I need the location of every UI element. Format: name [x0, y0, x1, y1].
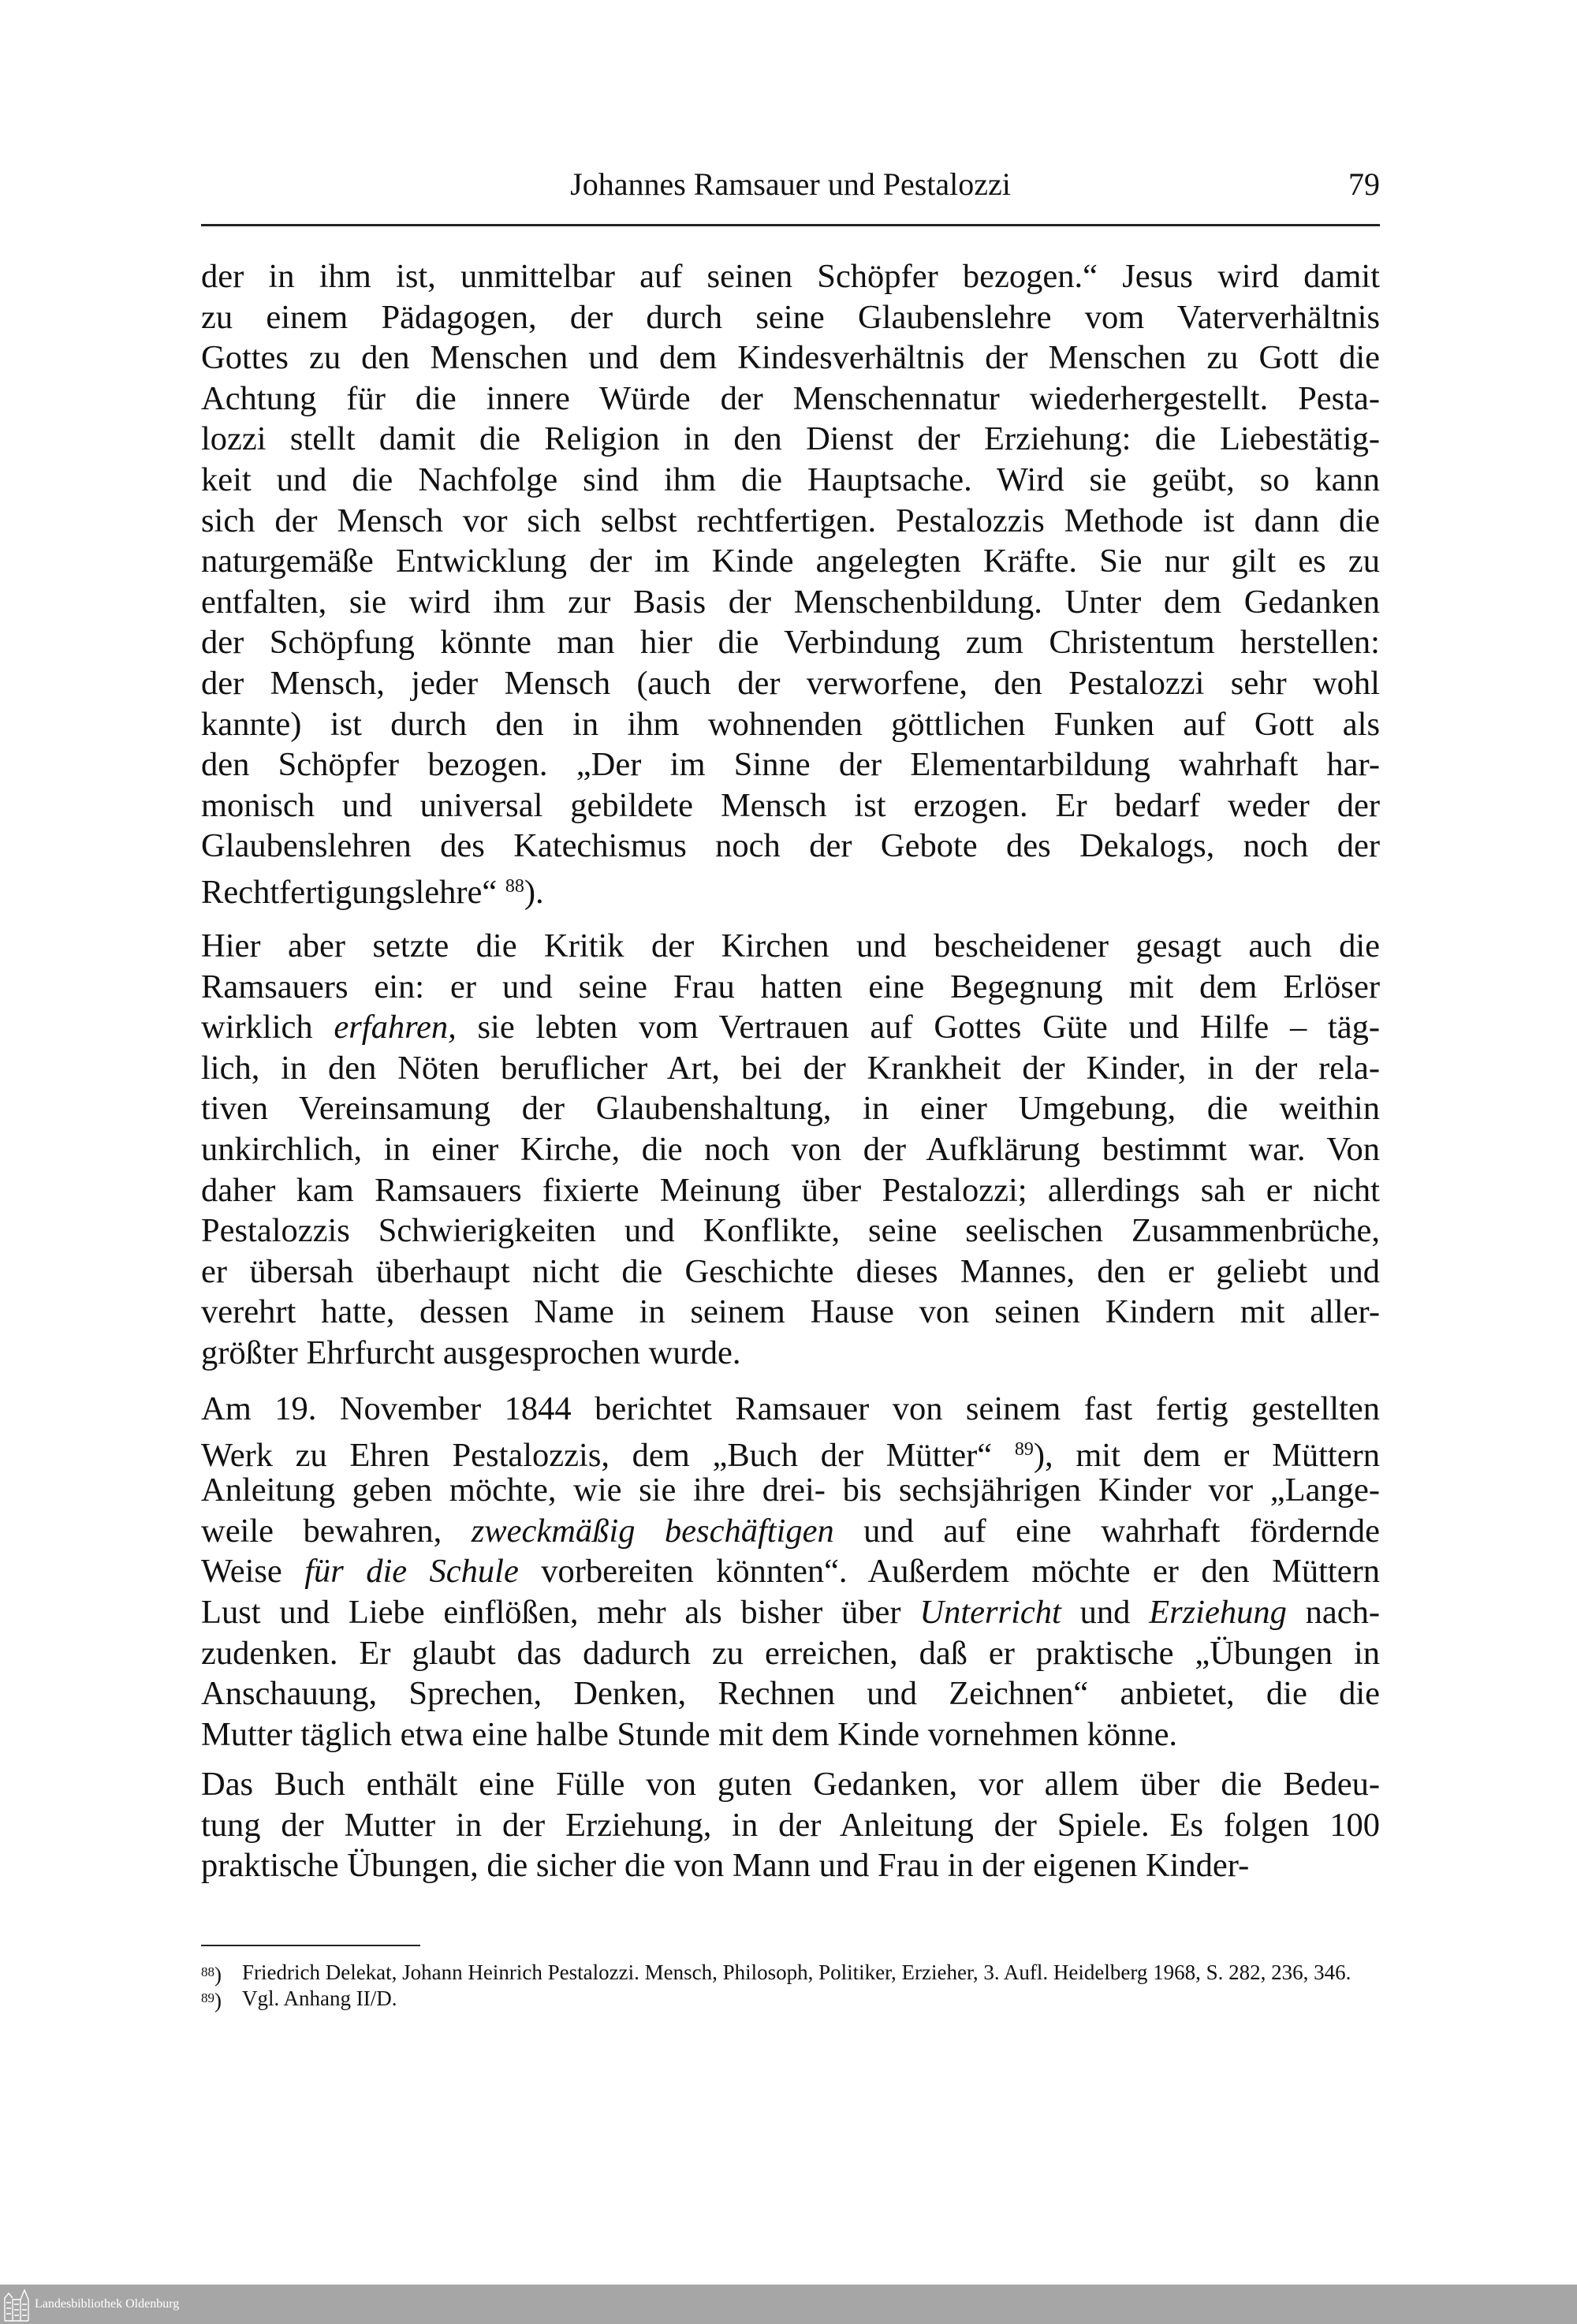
text-line — [201, 1633, 1380, 1674]
footnote-reference: 88 — [505, 875, 524, 897]
text-segment: monisch und universal gebildete Mensch ist erzogen. Er bedarf weder der — [201, 786, 1380, 824]
text-line — [201, 1048, 1380, 1089]
text-line — [201, 1210, 1380, 1252]
text-line — [201, 1389, 1380, 1430]
text-segment: ), mit dem er Müttern — [1033, 1436, 1380, 1474]
text-segment: der Schöpfung könnte man hier die Verbindung zum Christentum herstellen: — [201, 624, 1380, 662]
text-segment: tung der Mutter in der Erziehung, in der Anleitung der Spiele. Es folgen 100 — [201, 1806, 1380, 1844]
emphasized-text: zweckmäßig beschäftigen — [471, 1512, 834, 1550]
footnote-number: 89 — [201, 1990, 214, 2005]
text-line — [201, 297, 1380, 338]
running-title: Johannes Ramsauer und Pestalozzi — [570, 166, 1011, 202]
text-line — [201, 826, 1380, 867]
text-segment: Pestalozzis Schwierigkeiten und Konflikte, seine seelischen Zusammenbrüche, — [201, 1212, 1380, 1250]
text-line — [201, 1592, 1380, 1633]
text-segment: lozzi stellt damit die Religion in den Dienst der Erziehung: die Liebestätig- — [201, 420, 1380, 458]
footnote-rule — [201, 1945, 420, 1946]
text-line — [201, 379, 1380, 420]
library-footer-bar — [0, 2285, 1577, 2324]
text-line — [201, 1088, 1380, 1129]
text-line — [201, 1673, 1380, 1714]
text-segment: Gottes zu den Menschen und dem Kindesverhältnis der Menschen zu Gott die — [201, 339, 1380, 377]
text-segment: und — [1061, 1593, 1150, 1631]
footnote: $^{89}$) Vgl. Anhang II/D. — [201, 1986, 1380, 2013]
text-line — [201, 1805, 1380, 1846]
footnote-text: Vgl. Anhang II/D. — [242, 1986, 397, 2010]
text-line — [201, 1714, 1380, 1755]
text-segment: nach- — [1286, 1593, 1381, 1631]
text-line — [201, 622, 1380, 663]
text-line — [201, 785, 1380, 826]
text-segment: tiven Vereinsamung der Glaubenshaltung, in einer Umgebung, die weithin — [201, 1090, 1380, 1128]
text-segment: Anschauung, Sprechen, Denken, Rechnen und Zeichnen“ anbietet, die die — [201, 1675, 1380, 1713]
footnote-text: Friedrich Delekat, Johann Heinrich Pestalozzi. Mensch, Philosoph, Politiker, Erzieher, 3. Aufl. Heidelberg 1968, S. 282, 236, 346. — [242, 1960, 1351, 1984]
text-line — [201, 967, 1380, 1008]
text-segment: wirklich — [201, 1009, 334, 1046]
paragraph — [201, 1764, 1380, 1886]
text-line — [201, 1551, 1380, 1592]
text-segment: sie lebten vom Vertrauen auf Gottes Güte und Hilfe – täg- — [456, 1009, 1380, 1046]
library-name: Landesbibliothek Oldenburg — [35, 2297, 180, 2311]
running-header — [201, 166, 1380, 205]
text-segment: naturgemäße Entwicklung der im Kinde angelegten Kräfte. Sie nur gilt es zu — [201, 543, 1380, 580]
footnotes — [201, 1960, 1380, 2013]
text-segment: Rechtfertigungslehre“ — [201, 873, 505, 911]
text-line — [201, 1007, 1380, 1048]
emphasized-text: erfahren, — [334, 1009, 457, 1046]
text-segment: daher kam Ramsauers fixierte Meinung über Pestalozzi; allerdings sah er nicht — [201, 1171, 1380, 1209]
text-segment: Anleitung geben möchte, wie sie ihre drei- bis sechsjährigen Kinder vor „Lange- — [201, 1472, 1380, 1509]
text-line — [201, 419, 1380, 460]
footnote-number: 88 — [201, 1964, 214, 1979]
header-rule — [201, 224, 1380, 226]
text-segment: Glaubenslehren des Katechismus noch der Gebote des Dekalogs, noch der — [201, 827, 1380, 865]
text-line — [201, 1430, 1380, 1474]
text-segment: Am 19. November 1844 berichtet Ramsauer von seinem fast fertig gestellten — [201, 1390, 1380, 1427]
paragraph — [201, 256, 1380, 911]
text-line — [201, 1292, 1380, 1333]
text-line — [201, 460, 1380, 501]
text-segment: Lust und Liebe einflößen, mehr als bisher über — [201, 1593, 920, 1631]
text-line — [201, 1170, 1380, 1211]
text-line — [201, 1470, 1380, 1511]
text-segment: Hier aber setzte die Kritik der Kirchen und bescheidener gesagt auch die — [201, 927, 1380, 964]
text-line — [201, 501, 1380, 542]
text-segment: zudenken. Er glaubt das dadurch zu erreichen, daß er praktische „Übungen in — [201, 1634, 1380, 1672]
text-line — [201, 926, 1380, 967]
paragraph — [201, 1389, 1380, 1755]
emphasized-text: Unterricht — [919, 1593, 1061, 1631]
text-segment: den Schöpfer bezogen. „Der im Sinne der Elementarbildung wahrhaft har- — [201, 746, 1380, 784]
footnote-reference: 89 — [1014, 1438, 1034, 1460]
text-line — [201, 1252, 1380, 1293]
text-line — [201, 704, 1380, 745]
text-segment: praktische Übungen, die sicher die von Mann und Frau in der eigenen Kinder- — [201, 1847, 1250, 1885]
text-line — [201, 1764, 1380, 1805]
text-line — [201, 744, 1380, 785]
text-segment: lich, in den Nöten beruflicher Art, bei der Krankheit der Kinder, in der rela- — [201, 1049, 1380, 1087]
text-segment: verehrt hatte, dessen Name in seinem Hause von seinen Kindern mit aller- — [201, 1293, 1380, 1331]
text-segment: der Mensch, jeder Mensch (auch der verworfene, den Pestalozzi sehr wohl — [201, 664, 1380, 702]
text-segment: Werk zu Ehren Pestalozzis, dem „Buch der Mütter“ — [201, 1436, 1015, 1474]
text-segment: Das Buch enthält eine Fülle von guten Gedanken, vor allem über die Bedeu- — [201, 1766, 1380, 1803]
library-building-icon — [3, 2287, 30, 2322]
text-line — [201, 1511, 1380, 1552]
text-segment: weile bewahren, — [201, 1512, 472, 1550]
text-segment: zu einem Pädagogen, der durch seine Glaubenslehre vom Vaterverhältnis — [201, 298, 1380, 336]
emphasized-text: Erziehung — [1149, 1593, 1287, 1631]
text-line — [201, 1845, 1380, 1886]
text-line — [201, 582, 1380, 623]
text-segment: vorbereiten könnten“. Außerdem möchte er den Müttern — [518, 1553, 1381, 1591]
text-line — [201, 867, 1380, 911]
footnote: $^{88}$) Friedrich Delekat, Johann Heinrich Pestalozzi. Mensch, Philosoph, Politiker, Erzieher, 3. Aufl. Heidelberg 1968, S. 282, 236, 346. — [201, 1960, 1380, 1986]
text-segment: größter Ehrfurcht ausgesprochen wurde. — [201, 1334, 741, 1371]
text-segment: und auf eine wahrhaft fördernde — [833, 1512, 1380, 1550]
text-line — [201, 1333, 1380, 1374]
paragraph — [201, 926, 1380, 1374]
text-line — [201, 541, 1380, 582]
text-segment: keit und die Nachfolge sind ihm die Hauptsache. Wird sie geübt, so kann — [201, 461, 1380, 498]
text-segment: er übersah überhaupt nicht die Geschichte dieses Mannes, den er geliebt und — [201, 1252, 1380, 1290]
text-segment: Mutter täglich etwa eine halbe Stunde mit dem Kinde vornehmen könne. — [201, 1715, 1178, 1753]
text-segment: Ramsauers ein: er und seine Frau hatten eine Begegnung mit dem Erlöser — [201, 968, 1380, 1005]
text-segment: der in ihm ist, unmittelbar auf seinen Schöpfer bezogen.“ Jesus wird damit — [201, 258, 1380, 295]
text-segment: entfalten, sie wird ihm zur Basis der Menschenbildung. Unter dem Gedanken — [201, 583, 1380, 621]
emphasized-text: für die Schule — [304, 1553, 519, 1591]
text-segment: unkirchlich, in einer Kirche, die noch von der Aufklärung bestimmt war. Von — [201, 1130, 1380, 1168]
text-segment: kannte) ist durch den in ihm wohnenden göttlichen Funken auf Gott als — [201, 705, 1380, 743]
text-segment: Weise — [201, 1553, 305, 1591]
page-number: 79 — [1348, 166, 1380, 202]
text-line — [201, 1129, 1380, 1170]
text-line — [201, 338, 1380, 379]
text-line — [201, 663, 1380, 704]
text-line — [201, 256, 1380, 297]
text-segment: sich der Mensch vor sich selbst rechtfertigen. Pestalozzis Methode ist dann die — [201, 502, 1380, 539]
text-segment: Achtung für die innere Würde der Menschennatur wiederhergestellt. Pesta- — [201, 379, 1380, 417]
text-segment: ). — [524, 873, 544, 911]
